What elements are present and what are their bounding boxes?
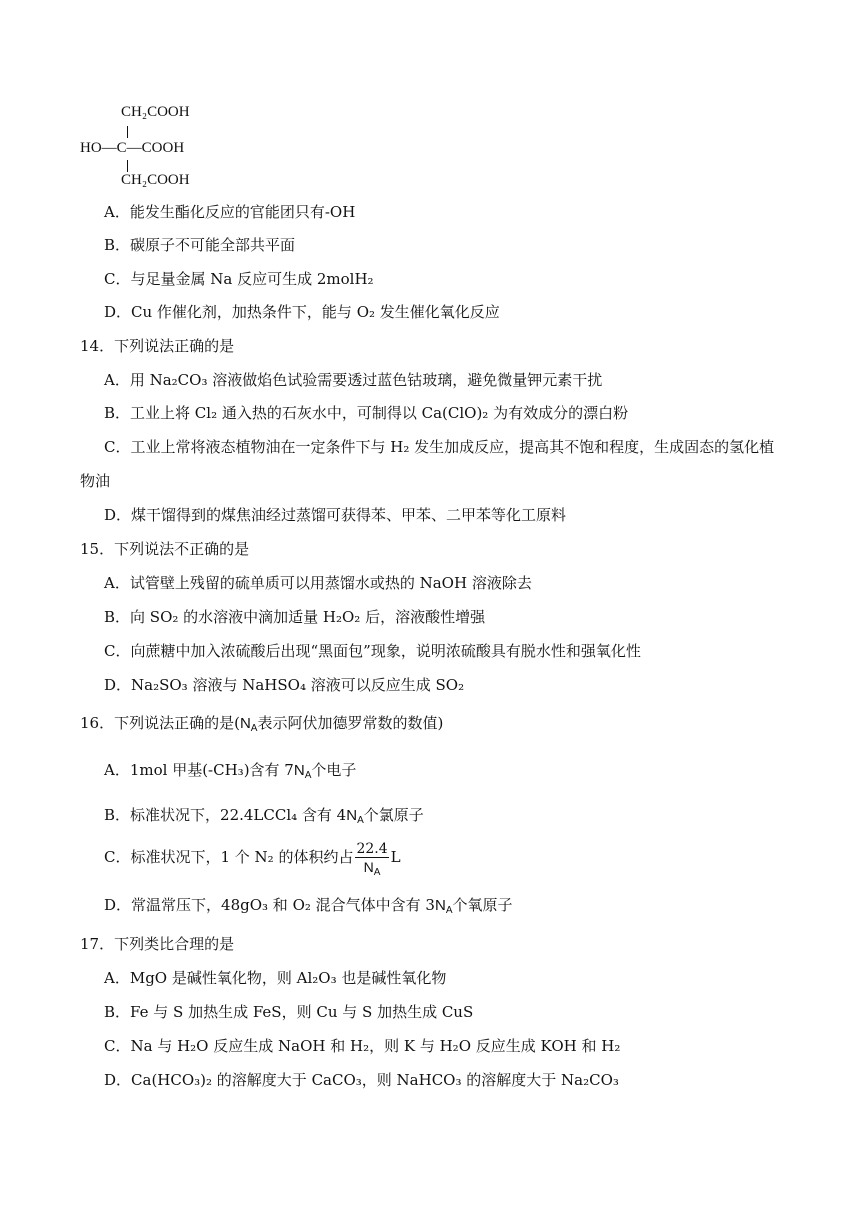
q14-option-c: C．工业上常将液态植物油在一定条件下与 H₂ 发生加成反应，提高其不饱和程度，生成固态的氢化植 [104, 438, 775, 456]
q13-option-d: D．Cu 作催化剂，加热条件下，能与 O₂ 发生催化氧化反应 [104, 303, 500, 321]
na-symbol [435, 897, 453, 914]
na-letter: N [239, 715, 251, 732]
q14-option-a: A．用 Na₂CO₃ 溶液做焰色试验需要透过蓝色钴玻璃，避免微量钾元素干扰 [104, 371, 603, 389]
fraction-numerator: 22.4 [356, 840, 388, 857]
na-subscript: A [445, 905, 453, 916]
q16-stem [80, 713, 443, 734]
q14-option-d: D．煤干馏得到的煤焦油经过蒸馏可获得苯、甲苯、二甲苯等化工原料 [104, 506, 567, 524]
na-subscript: A [373, 866, 381, 878]
bond-bottom [127, 160, 128, 172]
na-letter: N [293, 762, 305, 779]
na-subscript: A [357, 815, 364, 826]
q16-d-suffix: 个氧原子 [452, 896, 513, 914]
na-letter: N [363, 858, 374, 875]
q16-d-text: D．常温常压下，48gO₃ 和 O₂ 混合气体中含有 3 [104, 896, 435, 914]
q13-option-c: C．与足量金属 Na 反应可生成 2molH₂ [104, 270, 374, 288]
q13-option-a: A．能发生酯化反应的官能团只有-OH [104, 203, 356, 221]
q17-stem: 17．下列类比合理的是 [80, 935, 235, 953]
q17-option-a: A．MgO 是碱性氧化物，则 Al₂O₃ 也是碱性氧化物 [104, 969, 447, 987]
q15-option-a: A．试管壁上残留的硫单质可以用蒸馏水或热的 NaOH 溶液除去 [104, 574, 532, 592]
q15-option-d: D．Na₂SO₃ 溶液与 NaHSO₄ 溶液可以反应生成 SO₂ [104, 676, 465, 694]
q17-option-b: B．Fe 与 S 加热生成 FeS，则 Cu 与 S 加热生成 CuS [104, 1003, 474, 1021]
q16-b-suffix: 个氯原子 [363, 806, 424, 824]
fraction-denominator [355, 858, 388, 876]
na-symbol [240, 715, 258, 732]
q16-option-d [104, 895, 513, 916]
na-subscript: A [250, 723, 258, 734]
q16-c-text: C．标准状况下，1 个 N₂ 的体积约占 [104, 848, 354, 866]
na-symbol [346, 807, 364, 824]
q16-option-c [104, 838, 401, 876]
na-subscript: A [304, 770, 312, 781]
bond-top [127, 126, 128, 138]
structure-bottom: CH₂COOH [121, 172, 190, 188]
q15-stem: 15．下列说法不正确的是 [80, 540, 250, 558]
q17-option-d: D．Ca(HCO₃)₂ 的溶解度大于 CaCO₃，则 NaHCO₃ 的溶解度大于 Na₂CO₃ [104, 1071, 619, 1089]
q14-option-b: B．工业上将 Cl₂ 通入热的石灰水中，可制得以 Ca(ClO)₂ 为有效成分的漂白粉 [104, 404, 629, 422]
molar-volume-fraction [355, 841, 388, 876]
na-letter: N [434, 897, 446, 914]
structure-top: CH₂COOH [121, 104, 190, 120]
structure-middle: HO—C—COOH [80, 140, 185, 156]
na-symbol [294, 762, 312, 779]
q17-option-c: C．Na 与 H₂O 反应生成 NaOH 和 H₂，则 K 与 H₂O 反应生成 KOH 和 H₂ [104, 1037, 621, 1055]
q16-stem-suffix: 表示阿伏加德罗常数的数值) [257, 714, 444, 732]
q16-b-text: B．标准状况下，22.4LCCl₄ 含有 4 [104, 806, 347, 824]
q15-option-c: C．向蔗糖中加入浓硫酸后出现“黑面包”现象，说明浓硫酸具有脱水性和强氧化性 [104, 642, 641, 660]
q16-c-unit: L [390, 848, 401, 866]
citric-acid-structure [80, 104, 220, 194]
q14-option-c-continued: 物油 [80, 472, 111, 490]
q16-option-a [104, 760, 356, 781]
q16-option-b [104, 805, 424, 826]
q14-stem: 14．下列说法正确的是 [80, 337, 235, 355]
na-letter: N [346, 807, 358, 824]
q16-a-suffix: 个电子 [311, 761, 357, 779]
q16-a-text: A．1mol 甲基(-CH₃)含有 7 [104, 761, 294, 779]
q15-option-b: B．向 SO₂ 的水溶液中滴加适量 H₂O₂ 后，溶液酸性增强 [104, 608, 486, 626]
q13-option-b: B．碳原子不可能全部共平面 [104, 236, 296, 254]
q16-stem-prefix: 16．下列说法正确的是( [80, 714, 240, 732]
